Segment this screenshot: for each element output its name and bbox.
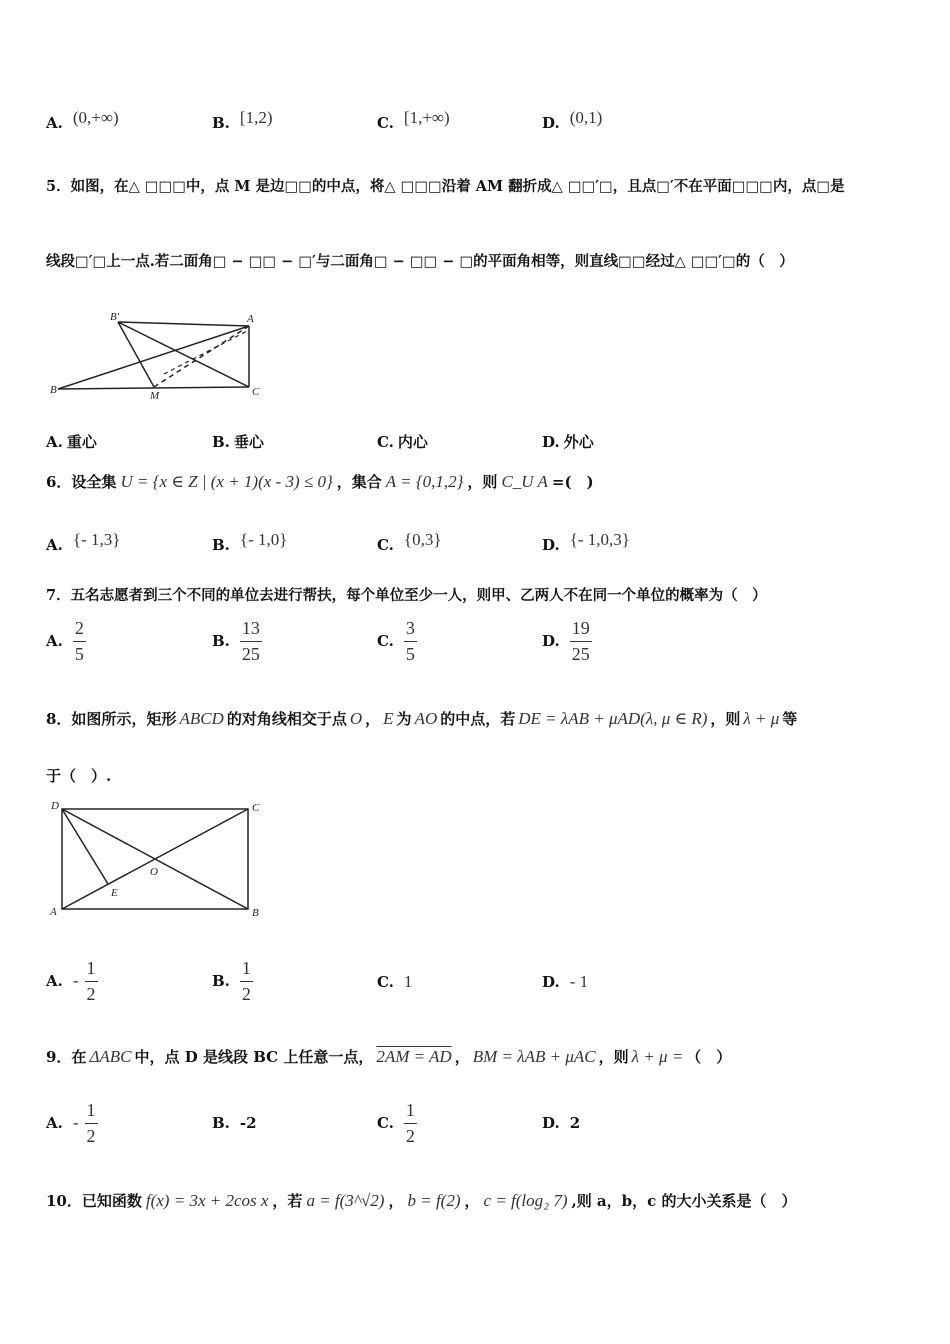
q8-text-2: 的对角线相交于点	[226, 710, 347, 728]
option-label: C.	[377, 632, 394, 651]
q6-expr: C_U A	[501, 471, 548, 491]
q6-set-a: A = {0,1,2}	[385, 471, 464, 491]
denominator: 25	[571, 643, 590, 664]
q4-option-d	[542, 104, 602, 132]
q6-option-d	[542, 526, 630, 554]
denominator: 5	[405, 643, 415, 664]
fraction	[240, 958, 253, 1004]
q10-text-4: ，	[464, 1192, 480, 1210]
label-m: M	[150, 390, 160, 402]
q9-lambda-mu: λ + μ =	[631, 1046, 684, 1066]
q5-figure	[46, 310, 266, 402]
fraction	[404, 618, 417, 664]
option-label: B.	[212, 972, 230, 991]
q8-segment-ao: AO	[414, 708, 438, 728]
q5-option-b	[212, 431, 264, 452]
q9-text-4: ，则	[598, 1048, 629, 1066]
q9-text-5: （ ）	[686, 1048, 732, 1066]
q10-c-value: c = f(log₂ 7)	[483, 1190, 568, 1210]
label-d: D	[51, 800, 59, 812]
option-label: C.	[377, 433, 394, 451]
q8-option-c	[377, 972, 412, 992]
q6-options	[46, 526, 906, 560]
label-e: E	[111, 887, 118, 899]
q4-options	[46, 104, 906, 136]
option-value: 垂心	[233, 433, 264, 451]
q9-options	[46, 1100, 906, 1152]
q10-text-2: ，若	[272, 1192, 303, 1210]
q9-triangle: ΔABC	[89, 1046, 132, 1066]
q9-option-b	[212, 1114, 257, 1132]
label-c: C	[252, 386, 260, 398]
q8-point-e: E	[383, 708, 394, 728]
q8-rect-name: ABCD	[179, 708, 224, 728]
q8-text-4: 为	[396, 710, 412, 728]
q6-suffix: =( )	[551, 473, 594, 491]
q9-text-1: 9．在	[46, 1048, 87, 1066]
numerator: 1	[85, 958, 98, 982]
option-value: (0,+∞)	[72, 108, 119, 127]
q10-b-value: b = f(2)	[407, 1190, 461, 1210]
q6-mid: ，集合	[336, 473, 382, 491]
q6-option-c	[377, 526, 441, 554]
option-label: B.	[212, 632, 230, 651]
q9-text-3: ，	[454, 1048, 470, 1066]
q5-line-2: 线段□′□上一点.若二面角□ − □□ − □′与二面角□ − □□ − □的平面角相等，则直线□□经过△ □□′□的（ ）	[46, 253, 794, 270]
q6-stem	[46, 471, 594, 492]
q9-vector-am-ad: 2AM = AD	[376, 1046, 452, 1066]
q8-vector-eq: DE = λAB + μAD(λ, μ ∈ R)	[518, 708, 708, 728]
minus-sign: -	[72, 1113, 79, 1133]
fraction	[240, 618, 262, 664]
option-label: D.	[542, 973, 560, 991]
segment-b-c	[58, 387, 249, 389]
option-value: 外心	[563, 433, 594, 451]
option-label: A.	[46, 632, 63, 651]
q9-option-d	[542, 1114, 580, 1132]
label-a: A	[247, 313, 254, 325]
q4-option-a	[46, 104, 119, 132]
minus-sign: -	[72, 971, 79, 991]
numerator: 13	[240, 618, 262, 642]
denominator: 2	[86, 1125, 96, 1146]
q7-option-b	[212, 618, 262, 664]
q8-text-7: 等	[782, 710, 798, 728]
option-label: A.	[46, 1114, 63, 1133]
option-value: {- 1,0,3}	[569, 530, 630, 549]
numerator: 1	[85, 1100, 98, 1124]
option-label: C.	[377, 114, 394, 132]
q7-option-c	[377, 618, 417, 664]
q6-mid2: ，则	[467, 473, 498, 491]
option-label: B.	[212, 536, 230, 554]
q5-options	[46, 431, 906, 455]
q8-options	[46, 958, 906, 1010]
option-value: [1,2)	[239, 108, 273, 127]
q6-prefix: 6．设全集	[46, 473, 117, 491]
q4-option-b	[212, 104, 272, 132]
q9-stem	[46, 1046, 731, 1067]
numerator: 1	[240, 958, 253, 982]
segment-b-a	[58, 326, 249, 389]
fraction	[570, 618, 592, 664]
numerator: 19	[570, 618, 592, 642]
q8-line-2: 于（ ）.	[46, 767, 112, 785]
q6-set-u: U = {x ∈ Z | (x + 1)(x - 3) ≤ 0}	[120, 471, 333, 491]
q10-function: f(x) = 3x + 2cos x	[145, 1190, 269, 1210]
q9-vector-bm: BM = λAB + μAC	[472, 1046, 596, 1066]
q5-option-a	[46, 431, 97, 452]
q9-option-c	[377, 1100, 417, 1146]
label-a: A	[50, 906, 57, 918]
fraction	[85, 958, 98, 1004]
numerator: 1	[404, 1100, 417, 1124]
option-label: C.	[377, 536, 394, 554]
label-b: B	[50, 384, 57, 396]
numerator: 3	[404, 618, 417, 642]
q8-lambda-mu: λ + μ	[743, 708, 780, 728]
fraction	[404, 1100, 417, 1146]
q9-text-2: 中，点 D 是线段 BC 上任意一点，	[134, 1048, 374, 1066]
option-label: B.	[212, 114, 230, 132]
option-value: {- 1,0}	[239, 530, 288, 549]
option-label: C.	[377, 973, 394, 991]
q8-option-a	[46, 958, 98, 1004]
option-label: B.	[212, 433, 230, 451]
option-label: A.	[46, 114, 63, 132]
option-label: D.	[542, 1114, 560, 1132]
option-label: D.	[542, 632, 560, 651]
segment-bprime-a	[118, 322, 249, 326]
denominator: 2	[86, 983, 96, 1004]
denominator: 2	[241, 983, 251, 1004]
option-label: B.	[212, 1114, 230, 1132]
fraction	[73, 618, 86, 664]
q10-text-1: 10．已知函数	[46, 1192, 142, 1210]
option-value: 1	[403, 972, 413, 991]
option-label: A.	[46, 972, 63, 991]
segment-m-a-dashed	[154, 326, 249, 387]
option-label: A.	[46, 433, 63, 451]
option-label: A.	[46, 536, 63, 554]
option-value: {0,3}	[403, 530, 442, 549]
q8-text-3: ，	[365, 710, 381, 728]
q8-point-o: O	[349, 708, 363, 728]
option-label: D.	[542, 433, 560, 451]
q10-text-3: ，	[388, 1192, 404, 1210]
option-label: D.	[542, 114, 560, 132]
q8-text-1: 8．如图所示，矩形	[46, 710, 177, 728]
q8-option-b	[212, 958, 253, 1004]
q10-a-value: a = f(3^√2)	[306, 1190, 385, 1210]
option-value: 内心	[397, 433, 428, 451]
option-value: {- 1,3}	[72, 530, 121, 549]
q5-option-d	[542, 431, 594, 452]
q8-text-6: ，则	[710, 710, 741, 728]
q6-option-b	[212, 526, 287, 554]
q10-stem	[46, 1190, 797, 1211]
denominator: 5	[74, 643, 84, 664]
segment-de	[62, 809, 108, 884]
option-label: C.	[377, 1114, 394, 1133]
segment-dashed-2	[164, 330, 249, 374]
option-value: - 1	[569, 972, 589, 991]
q8-text-5: 的中点，若	[440, 710, 516, 728]
option-value: -2	[239, 1114, 257, 1132]
denominator: 25	[241, 643, 260, 664]
q4-option-c	[377, 104, 450, 132]
option-value: 2	[569, 1114, 581, 1132]
option-value: (0,1)	[569, 108, 603, 127]
q7-option-a	[46, 618, 86, 664]
q6-option-a	[46, 526, 120, 554]
label-b: B	[252, 907, 259, 919]
q7-option-d	[542, 618, 592, 664]
label-c: C	[252, 802, 260, 814]
q7-options	[46, 618, 906, 670]
q10-text-5: ,则 a，b，c 的大小关系是（ ）	[571, 1192, 797, 1210]
q8-option-d	[542, 972, 588, 992]
q8-stem	[46, 708, 797, 729]
denominator: 2	[405, 1125, 415, 1146]
option-value: 重心	[66, 433, 97, 451]
q9-option-a	[46, 1100, 98, 1146]
option-label: D.	[542, 536, 560, 554]
option-value: [1,+∞)	[403, 108, 450, 127]
fraction	[85, 1100, 98, 1146]
label-b-prime: B'	[110, 311, 120, 323]
q5-option-c	[377, 431, 428, 452]
numerator: 2	[73, 618, 86, 642]
q7-stem: 7．五名志愿者到三个不同的单位去进行帮扶，每个单位至少一人，则甲、乙两人不在同一个单位的概率为（ ）	[46, 587, 767, 604]
label-o: O	[150, 866, 158, 878]
q5-line-1: 5．如图，在△ □□□中，点 M 是边□□的中点，将△ □□□沿着 AM 翻折成△ □□′□，且点□′不在平面□□□内，点□是	[46, 178, 845, 195]
q8-figure	[46, 797, 270, 925]
